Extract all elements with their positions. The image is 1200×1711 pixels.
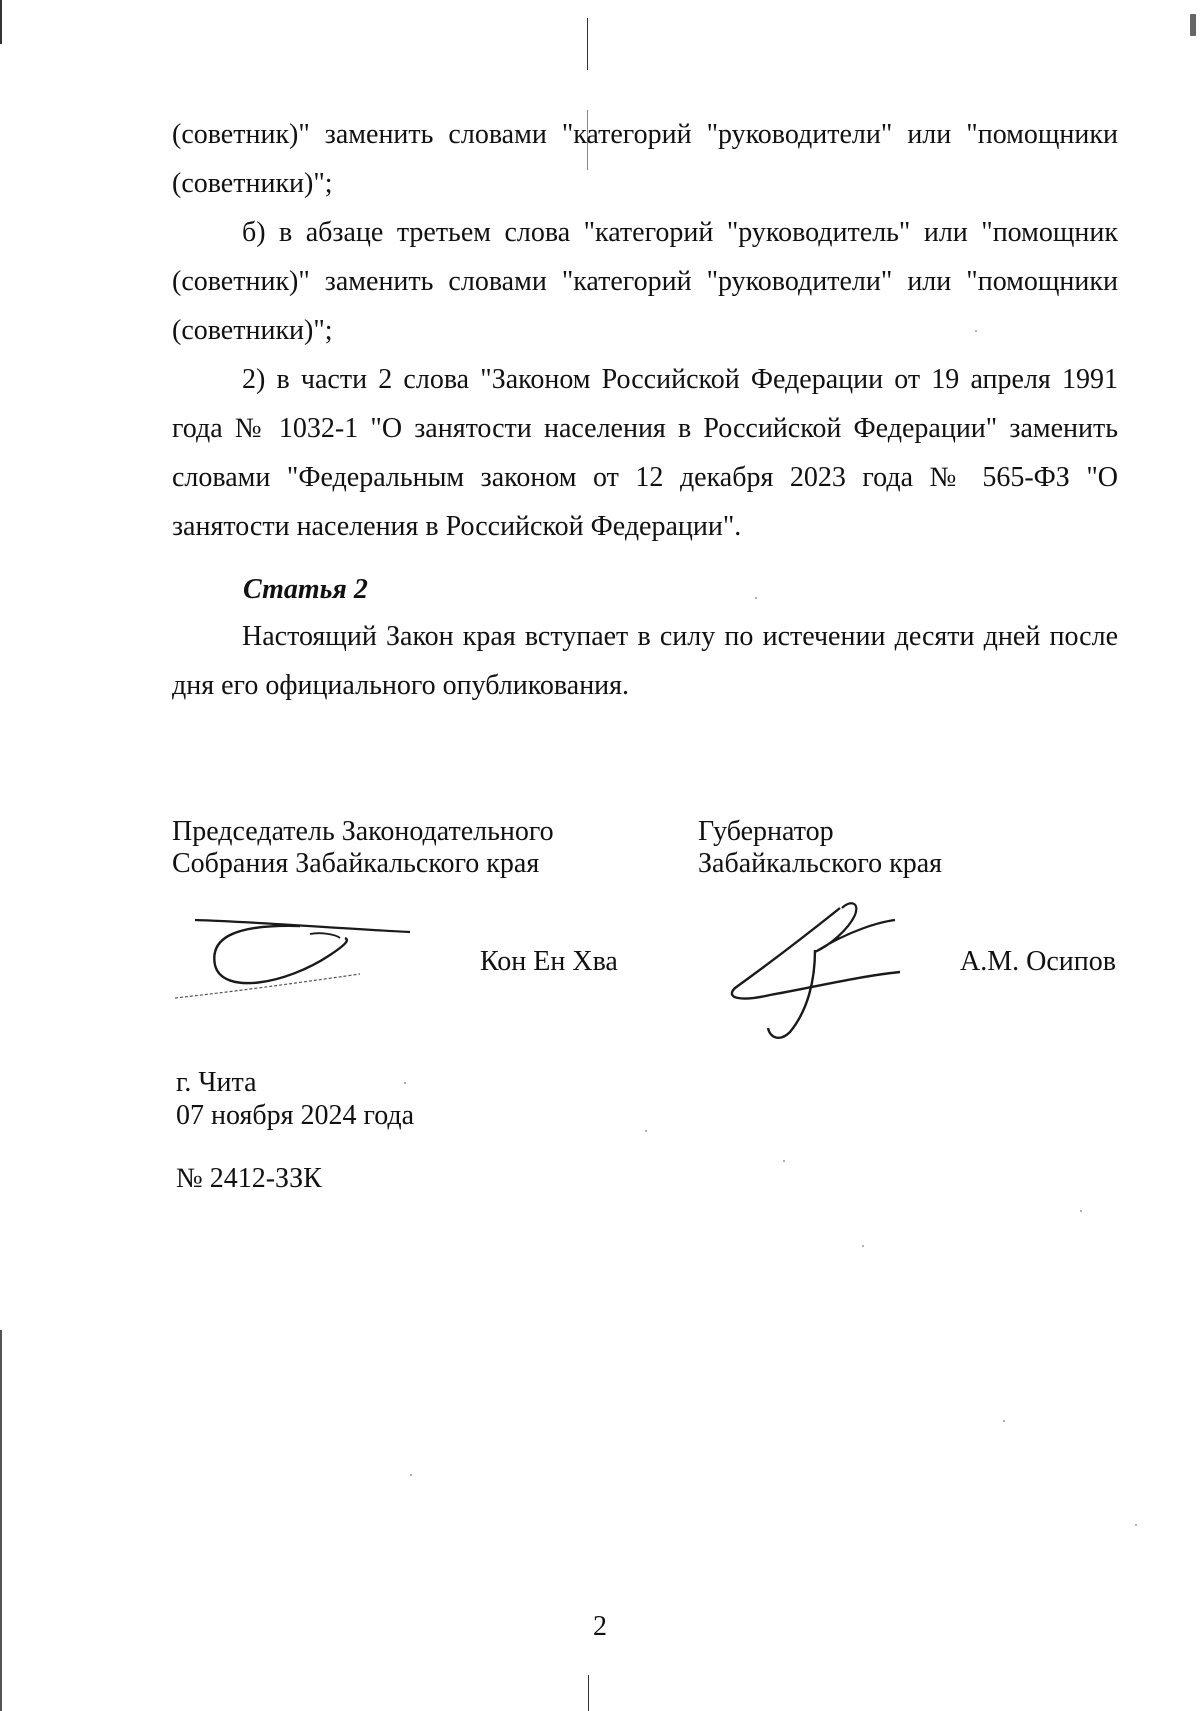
scan-edge-left-lower <box>0 1330 2 1711</box>
document-number: № 2412-ЗЗК <box>176 1163 322 1194</box>
paragraph: б) в абзаце третьем слова "категорий "руководитель" или "помощник (советник)" заменить словами "категорий "руководители" или "помощники (советники)"; <box>172 217 1118 346</box>
right-signatory-title <box>698 816 942 880</box>
paragraph: Настоящий Закон края вступает в силу по истечении десяти дней после дня его официального опубликования. <box>172 621 1118 701</box>
scan-speck <box>410 1474 412 1476</box>
paragraph: 2) в части 2 слова "Законом Российской Федерации от 19 апреля 1991 года № 1032-1 "О занятости населения в Российской Федерации" заменить словами "Федеральным законом от 12 декабря 2023 года № 565-ФЗ "О занятости населения в Российской Федерации". <box>172 364 1118 542</box>
left-title-line: Собрания Забайкальского края <box>172 848 540 879</box>
scan-fold-top <box>587 18 588 70</box>
place-and-date <box>176 1066 414 1132</box>
right-title-line: Губернатор <box>698 816 834 847</box>
paragraph: (советник)" заменить словами "категорий "руководители" или "помощники (советники)"; <box>172 119 1118 199</box>
scan-speck <box>1190 14 1196 36</box>
right-handwritten-signature <box>720 900 910 1045</box>
page-number: 2 <box>593 1611 607 1642</box>
scan-speck <box>862 1245 864 1247</box>
article-body <box>172 612 1118 710</box>
scan-speck <box>1003 1420 1005 1422</box>
scan-speck <box>783 1160 785 1162</box>
scan-speck <box>755 597 757 599</box>
continuation-text <box>172 110 1118 551</box>
date: 07 ноября 2024 года <box>176 1100 415 1131</box>
left-signatory-name: Кон Ен Хва <box>480 946 618 977</box>
scan-speck <box>645 1130 647 1132</box>
right-signatory-name: А.М. Осипов <box>960 946 1116 977</box>
left-handwritten-signature <box>170 910 420 1010</box>
article-heading: Статья 2 <box>243 574 368 605</box>
scan-edge-left <box>0 0 2 44</box>
left-title-line: Председатель Законодательного <box>172 816 554 847</box>
place: г. Чита <box>176 1067 257 1098</box>
scan-fold-bottom <box>588 1675 589 1711</box>
left-signatory-title <box>172 816 554 880</box>
scan-speck <box>1135 1524 1137 1526</box>
right-title-line: Забайкальского края <box>698 848 943 879</box>
scan-speck <box>1080 1210 1082 1212</box>
